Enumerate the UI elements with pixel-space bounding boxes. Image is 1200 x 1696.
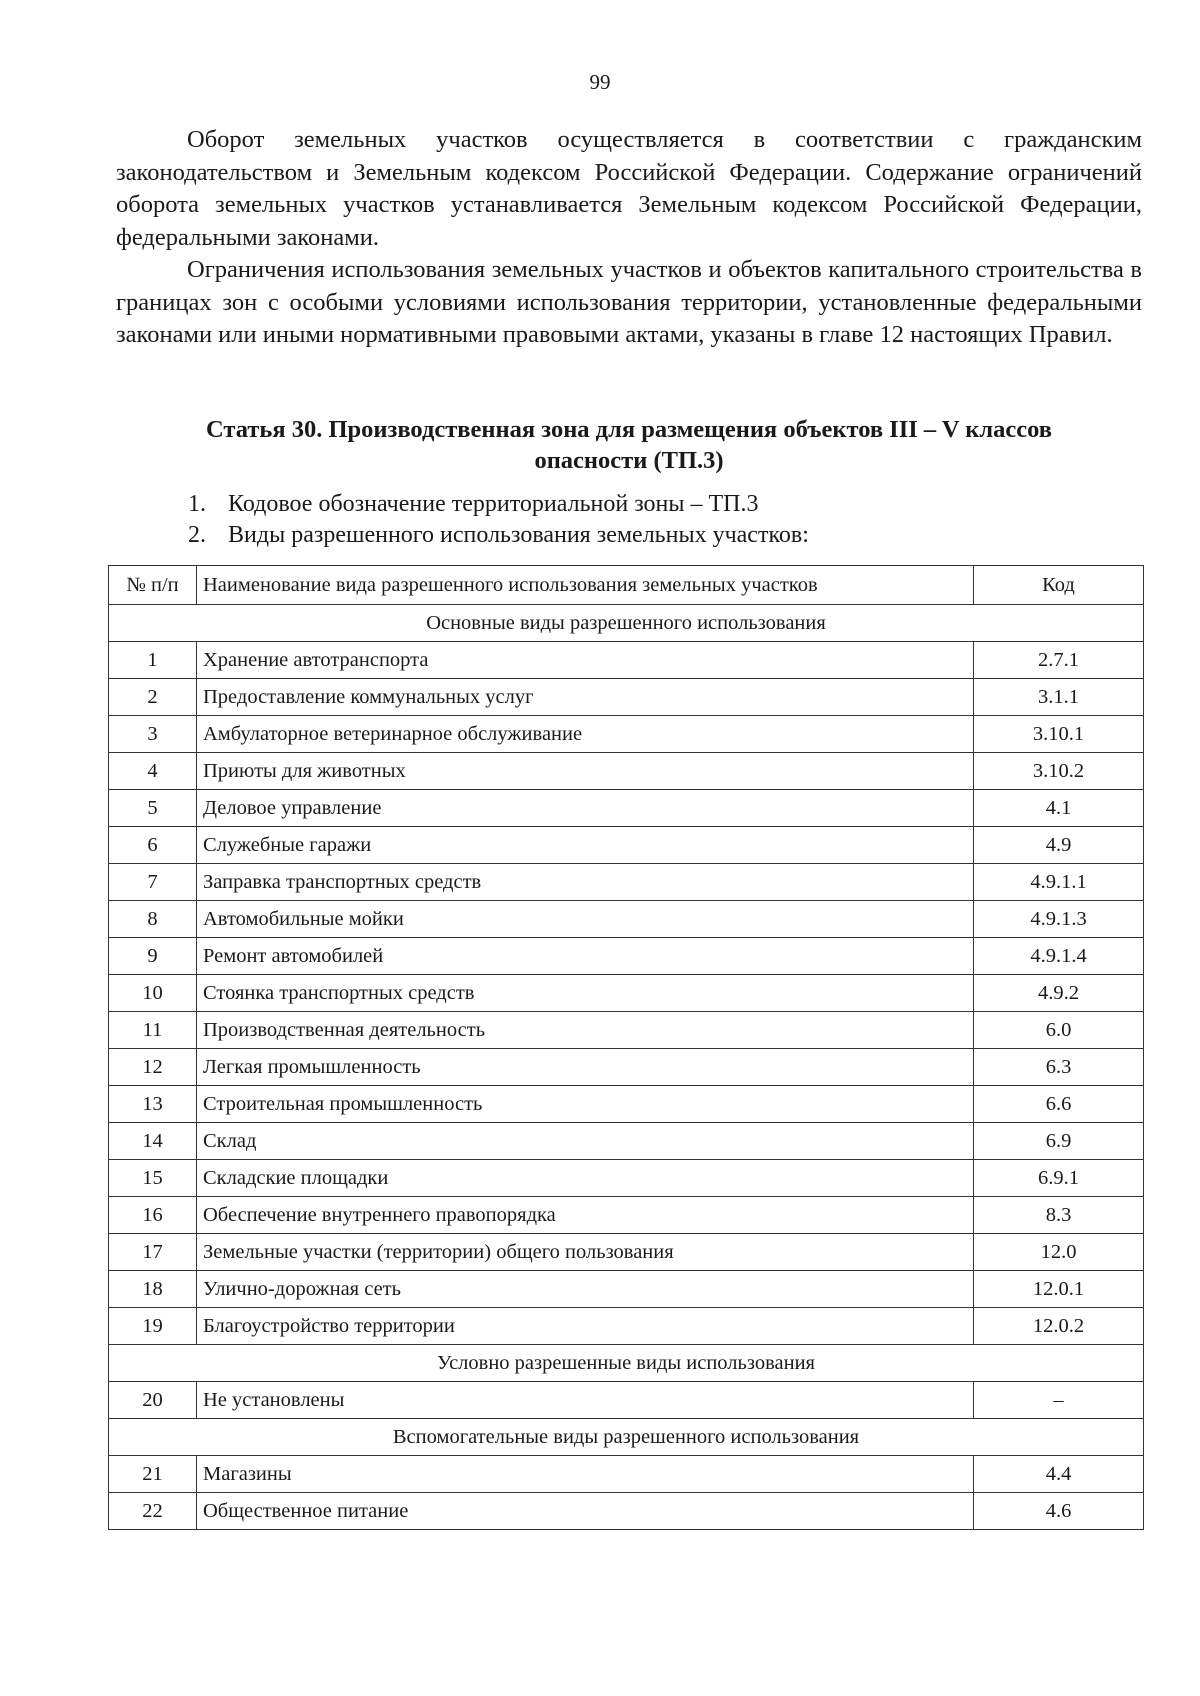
cell-num: 11 [109, 1012, 197, 1049]
header-name: Наименование вида разрешенного использования земельных участков [197, 566, 974, 605]
table-row [109, 1160, 1144, 1197]
section-row [109, 605, 1144, 642]
cell-num: 14 [109, 1123, 197, 1160]
cell-code: 4.9.2 [974, 975, 1144, 1012]
article-heading-line: Статья 30. Производственная зона для размещения объектов III – V классов [206, 416, 1052, 443]
table-row [109, 1456, 1144, 1493]
cell-num: 20 [109, 1382, 197, 1419]
table-row [109, 827, 1144, 864]
section-title: Условно разрешенные виды использования [109, 1345, 1144, 1382]
table-row [109, 679, 1144, 716]
cell-name: Легкая промышленность [197, 1049, 974, 1086]
cell-num: 15 [109, 1160, 197, 1197]
table-row [109, 1308, 1144, 1345]
table-row [109, 753, 1144, 790]
cell-code: 12.0.1 [974, 1271, 1144, 1308]
table-row [109, 716, 1144, 753]
cell-num: 9 [109, 938, 197, 975]
cell-code: 4.4 [974, 1456, 1144, 1493]
table-row [109, 1012, 1144, 1049]
cell-name: Стоянка транспортных средств [197, 975, 974, 1012]
table-row [109, 1234, 1144, 1271]
cell-code: 6.0 [974, 1012, 1144, 1049]
cell-num: 19 [109, 1308, 197, 1345]
land-use-table [108, 565, 1144, 1530]
cell-name: Складские площадки [197, 1160, 974, 1197]
list-item [188, 520, 1088, 551]
cell-name: Улично-дорожная сеть [197, 1271, 974, 1308]
table-row [109, 1123, 1144, 1160]
table-header-row [109, 566, 1144, 605]
cell-name: Приюты для животных [197, 753, 974, 790]
cell-code: 4.9.1.4 [974, 938, 1144, 975]
list-item-number: 1. [188, 491, 206, 517]
cell-name: Благоустройство территории [197, 1308, 974, 1345]
cell-code: 2.7.1 [974, 642, 1144, 679]
table-row [109, 1049, 1144, 1086]
intro-paragraph: Оборот земельных участков осуществляется в соответствии с гражданским законодательством и Земельным кодексом Российской Федерации. Содержание ограничений оборота земельных участков устанавливается Земельным кодексом Российской Федерации, федеральными законами. [116, 126, 1142, 251]
cell-code: 4.9.1.1 [974, 864, 1144, 901]
cell-name: Производственная деятельность [197, 1012, 974, 1049]
table-body [109, 605, 1144, 1530]
cell-code: 3.10.2 [974, 753, 1144, 790]
cell-name: Ремонт автомобилей [197, 938, 974, 975]
cell-code: 4.9.1.3 [974, 901, 1144, 938]
header-code: Код [974, 566, 1144, 605]
cell-num: 17 [109, 1234, 197, 1271]
cell-code: 6.9 [974, 1123, 1144, 1160]
table-row [109, 1493, 1144, 1530]
cell-code: 4.1 [974, 790, 1144, 827]
cell-num: 4 [109, 753, 197, 790]
cell-num: 16 [109, 1197, 197, 1234]
cell-num: 12 [109, 1049, 197, 1086]
cell-code: 4.9 [974, 827, 1144, 864]
table-row [109, 1271, 1144, 1308]
section-row [109, 1345, 1144, 1382]
cell-name: Не установлены [197, 1382, 974, 1419]
list-item-number: 2. [188, 522, 206, 548]
intro-text [116, 124, 1142, 352]
cell-code: 12.0.2 [974, 1308, 1144, 1345]
intro-paragraph: Ограничения использования земельных участков и объектов капитального строительства в границах зон с особыми условиями использования территории, установленные федеральными законами или иными нормативными правовыми актами, указаны в главе 12 настоящих Правил. [116, 256, 1142, 348]
cell-code: 4.6 [974, 1493, 1144, 1530]
cell-code: 6.6 [974, 1086, 1144, 1123]
page-number: 99 [589, 70, 611, 94]
list-item [188, 489, 1088, 520]
cell-code: 8.3 [974, 1197, 1144, 1234]
numbered-list [188, 489, 1088, 551]
cell-num: 10 [109, 975, 197, 1012]
list-item-text: Виды разрешенного использования земельных участков: [228, 522, 809, 548]
table-row [109, 1197, 1144, 1234]
section-title: Основные виды разрешенного использования [109, 605, 1144, 642]
cell-code: 3.1.1 [974, 679, 1144, 716]
cell-num: 13 [109, 1086, 197, 1123]
cell-name: Заправка транспортных средств [197, 864, 974, 901]
cell-code: 12.0 [974, 1234, 1144, 1271]
cell-num: 6 [109, 827, 197, 864]
cell-name: Строительная промышленность [197, 1086, 974, 1123]
table-row [109, 901, 1144, 938]
table-row [109, 1086, 1144, 1123]
cell-name: Амбулаторное ветеринарное обслуживание [197, 716, 974, 753]
cell-name: Служебные гаражи [197, 827, 974, 864]
article-heading [116, 414, 1142, 476]
section-row [109, 1419, 1144, 1456]
table-row [109, 642, 1144, 679]
cell-num: 3 [109, 716, 197, 753]
cell-code: – [974, 1382, 1144, 1419]
section-title: Вспомогательные виды разрешенного использования [109, 1419, 1144, 1456]
cell-num: 5 [109, 790, 197, 827]
table-row [109, 938, 1144, 975]
cell-name: Склад [197, 1123, 974, 1160]
article-heading-line: опасности (ТП.3) [534, 447, 724, 474]
cell-name: Деловое управление [197, 790, 974, 827]
cell-num: 21 [109, 1456, 197, 1493]
cell-num: 22 [109, 1493, 197, 1530]
cell-name: Земельные участки (территории) общего пользования [197, 1234, 974, 1271]
cell-code: 6.9.1 [974, 1160, 1144, 1197]
table-row [109, 790, 1144, 827]
table-row [109, 975, 1144, 1012]
table-row [109, 1382, 1144, 1419]
cell-name: Автомобильные мойки [197, 901, 974, 938]
cell-num: 1 [109, 642, 197, 679]
list-item-text: Кодовое обозначение территориальной зоны – ТП.3 [228, 491, 759, 517]
cell-num: 18 [109, 1271, 197, 1308]
cell-num: 7 [109, 864, 197, 901]
cell-code: 3.10.1 [974, 716, 1144, 753]
cell-name: Обеспечение внутреннего правопорядка [197, 1197, 974, 1234]
land-use-table-container [108, 565, 1144, 1530]
cell-name: Общественное питание [197, 1493, 974, 1530]
table-row [109, 864, 1144, 901]
cell-num: 8 [109, 901, 197, 938]
cell-code: 6.3 [974, 1049, 1144, 1086]
cell-name: Хранение автотранспорта [197, 642, 974, 679]
cell-name: Магазины [197, 1456, 974, 1493]
cell-name: Предоставление коммунальных услуг [197, 679, 974, 716]
header-num: № п/п [109, 566, 197, 605]
cell-num: 2 [109, 679, 197, 716]
